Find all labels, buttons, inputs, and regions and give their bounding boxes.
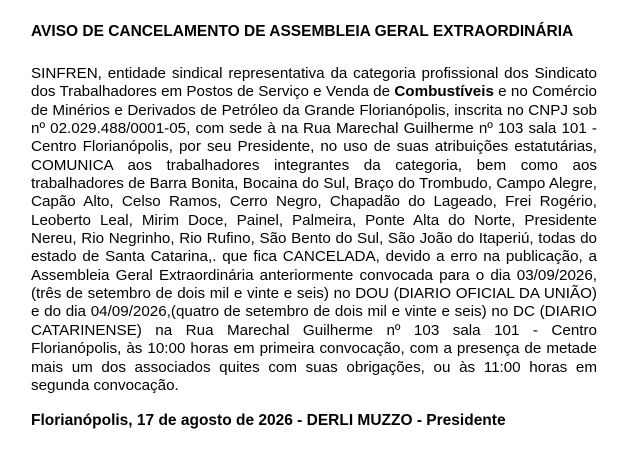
notice-signature: Florianópolis, 17 de agosto de 2026 - DERLI MUZZO - Presidente [31, 412, 506, 430]
notice-body-main: e no Comércio de Minérios e Derivados de Petróleo da Grande Florianópolis, inscrita no CNPJ sob nº 02.029.488/0001-05, com sede à na Rua Marechal Guilherme nº 103 sala 101 - Centro Florianópolis, por seu Presidente, no uso de suas atribuições estatutárias, COMUNICA aos trabalhadores integrantes da categoria, bem como aos trabalhadores de Barra Bonita, Bocaina do Sul, Braço do Trombudo, Campo Alegre, Capão Alto, Celso Ramos, Cerro Negro, Chapadão do Lageado, Frei Rogério, Leoberto Leal, Mirim Doce, Painel, Palmeira, Ponte Alta do Norte, Presidente Nereu, Rio Negrinho, Rio Rufino, São Bento do Sul, São João do Itaperiú, todas do estado de Santa Catarina,. que fica CANCELADA, devido a erro na publicação, a Assembleia Geral Extraordinária anteriormente convocada para o dia 03/09/2026, (três de setembro de dois mil e vinte e seis) no DOU (DIARIO OFICIAL DA UNIÃO) e do dia 04/09/2026,(quatro de setembro de dois mil e vinte e seis) no DC (DIARIO CATARINENSE) na Rua Marechal Guilherme nº 103 sala 101 - Centro Florianópolis, às 10:00 horas em primeira convocação, com a presença de metade mais um dos associados quites com suas obrigações, ou às 11:00 horas em segunda convocação. [31, 83, 597, 394]
notice-title: AVISO DE CANCELAMENTO DE ASSEMBLEIA GERAL EXTRAORDINÁRIA [31, 23, 574, 40]
cancellation-notice [31, 22, 597, 430]
notice-body [31, 65, 597, 395]
notice-body-bold-term: Combustíveis [394, 83, 494, 101]
notice-body-intro: SINFREN, entidade sindical representativa da categoria profissional dos Sindicato dos Trabalhadores em Postos de Serviço e Venda de [31, 65, 597, 101]
